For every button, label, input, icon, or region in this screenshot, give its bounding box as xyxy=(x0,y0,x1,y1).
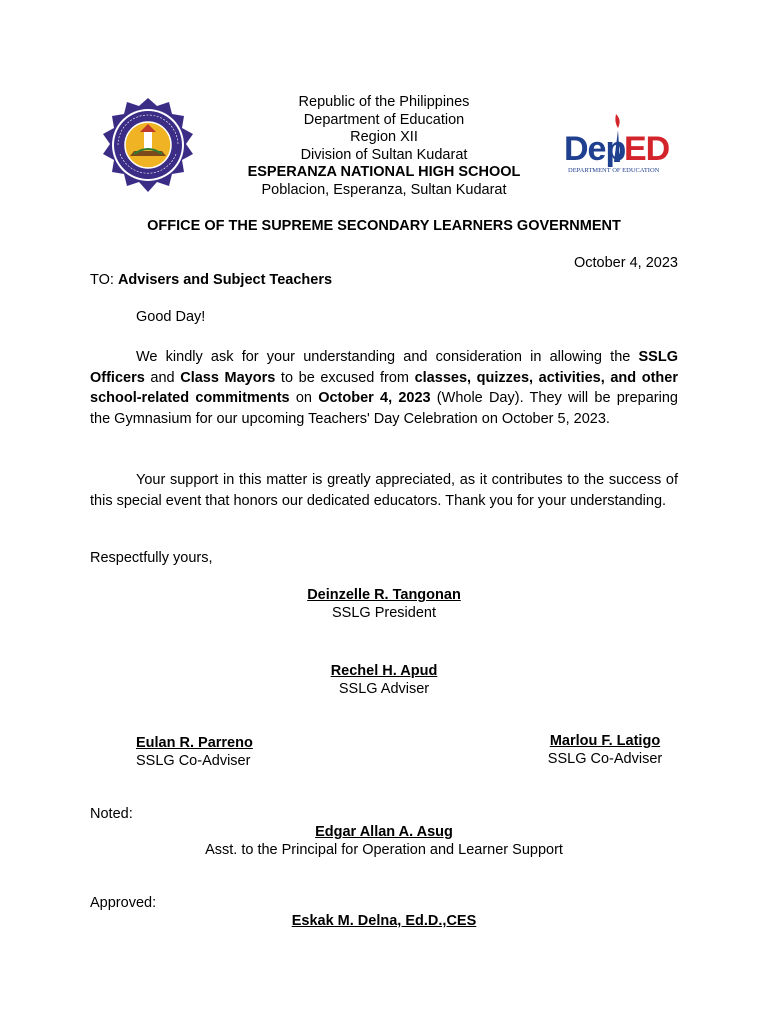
letterhead-division: Division of Sultan Kudarat xyxy=(300,146,468,163)
adviser-name: Rechel H. Apud xyxy=(330,663,438,679)
coadviser2-title: SSLG Co-Adviser xyxy=(547,750,663,767)
signatory-noted xyxy=(134,824,634,859)
signatory-coadviser-1 xyxy=(136,735,253,770)
coadviser1-title: SSLG Co-Adviser xyxy=(136,752,251,769)
body1-text-5: (Whole Day). They will be preparing the Gymnasium for our upcoming Teachers' Day Celebration on October 5, 2023. xyxy=(90,390,678,427)
svg-text:Dep: Dep xyxy=(564,130,626,168)
letterhead-school: ESPERANZA NATIONAL HIGH SCHOOL xyxy=(247,164,521,180)
svg-text:DEPARTMENT OF EDUCATION: DEPARTMENT OF EDUCATION xyxy=(568,167,660,174)
body1-bold-date: October 4, 2023 xyxy=(318,390,431,406)
coadviser1-name: Eulan R. Parreno xyxy=(136,735,253,751)
recipient-names: Advisers and Subject Teachers xyxy=(117,272,333,288)
letterhead-address: Poblacion, Esperanza, Sultan Kudarat xyxy=(261,181,507,198)
recipient-line xyxy=(90,272,332,288)
noted-name: Edgar Allan A. Asug xyxy=(315,824,453,840)
noted-title: Asst. to the Principal for Operation and Learner Support xyxy=(205,841,563,858)
recipient-prefix: TO: xyxy=(90,272,118,288)
signatory-president xyxy=(184,587,584,622)
approved-label: Approved: xyxy=(90,895,157,911)
body1-text-1: We kindly ask for your understanding and consideration in allowing the xyxy=(136,349,639,365)
president-title: SSLG President xyxy=(332,604,436,621)
president-name: Deinzelle R. Tangonan xyxy=(307,587,461,603)
body1-text-2: and xyxy=(144,369,181,386)
signatory-adviser xyxy=(184,663,584,698)
coadviser2-name: Marlou F. Latigo xyxy=(549,733,661,749)
body1-text-4: on xyxy=(289,390,319,406)
office-title: OFFICE OF THE SUPREME SECONDARY LEARNERS GOVERNMENT xyxy=(147,218,621,234)
body1-bold-mayors: Class Mayors xyxy=(180,369,276,386)
noted-label: Noted: xyxy=(90,806,133,822)
signatory-approved xyxy=(184,913,584,931)
closing: Respectfully yours, xyxy=(90,550,213,566)
approved-name: Eskak M. Delna, Ed.D.,CES xyxy=(291,913,477,929)
school-seal-logo xyxy=(100,96,196,196)
body1-text-3: to be excused from xyxy=(275,369,415,386)
signatory-coadviser-2 xyxy=(530,733,680,768)
body-paragraph-1 xyxy=(90,347,678,429)
letterhead-department: Department of Education xyxy=(303,111,465,128)
body1-bold-sslg: SSLG Officers xyxy=(90,349,678,386)
svg-text:ED: ED xyxy=(624,130,670,168)
greeting: Good Day! xyxy=(136,309,206,325)
body-paragraph-2: Your support in this matter is greatly appreciated, as it contributes to the success of this special event that honors our dedicated educators. Thank you for your understanding. xyxy=(90,472,678,509)
letter-date: October 4, 2023 xyxy=(574,255,678,271)
letterhead xyxy=(184,94,584,199)
adviser-title: SSLG Adviser xyxy=(338,680,430,697)
deped-logo xyxy=(562,112,682,176)
letterhead-region: Region XII xyxy=(350,129,418,145)
letterhead-country: Republic of the Philippines xyxy=(298,94,470,110)
body1-bold-commitments: classes, quizzes, activities, and other school-related commitments xyxy=(90,369,678,406)
